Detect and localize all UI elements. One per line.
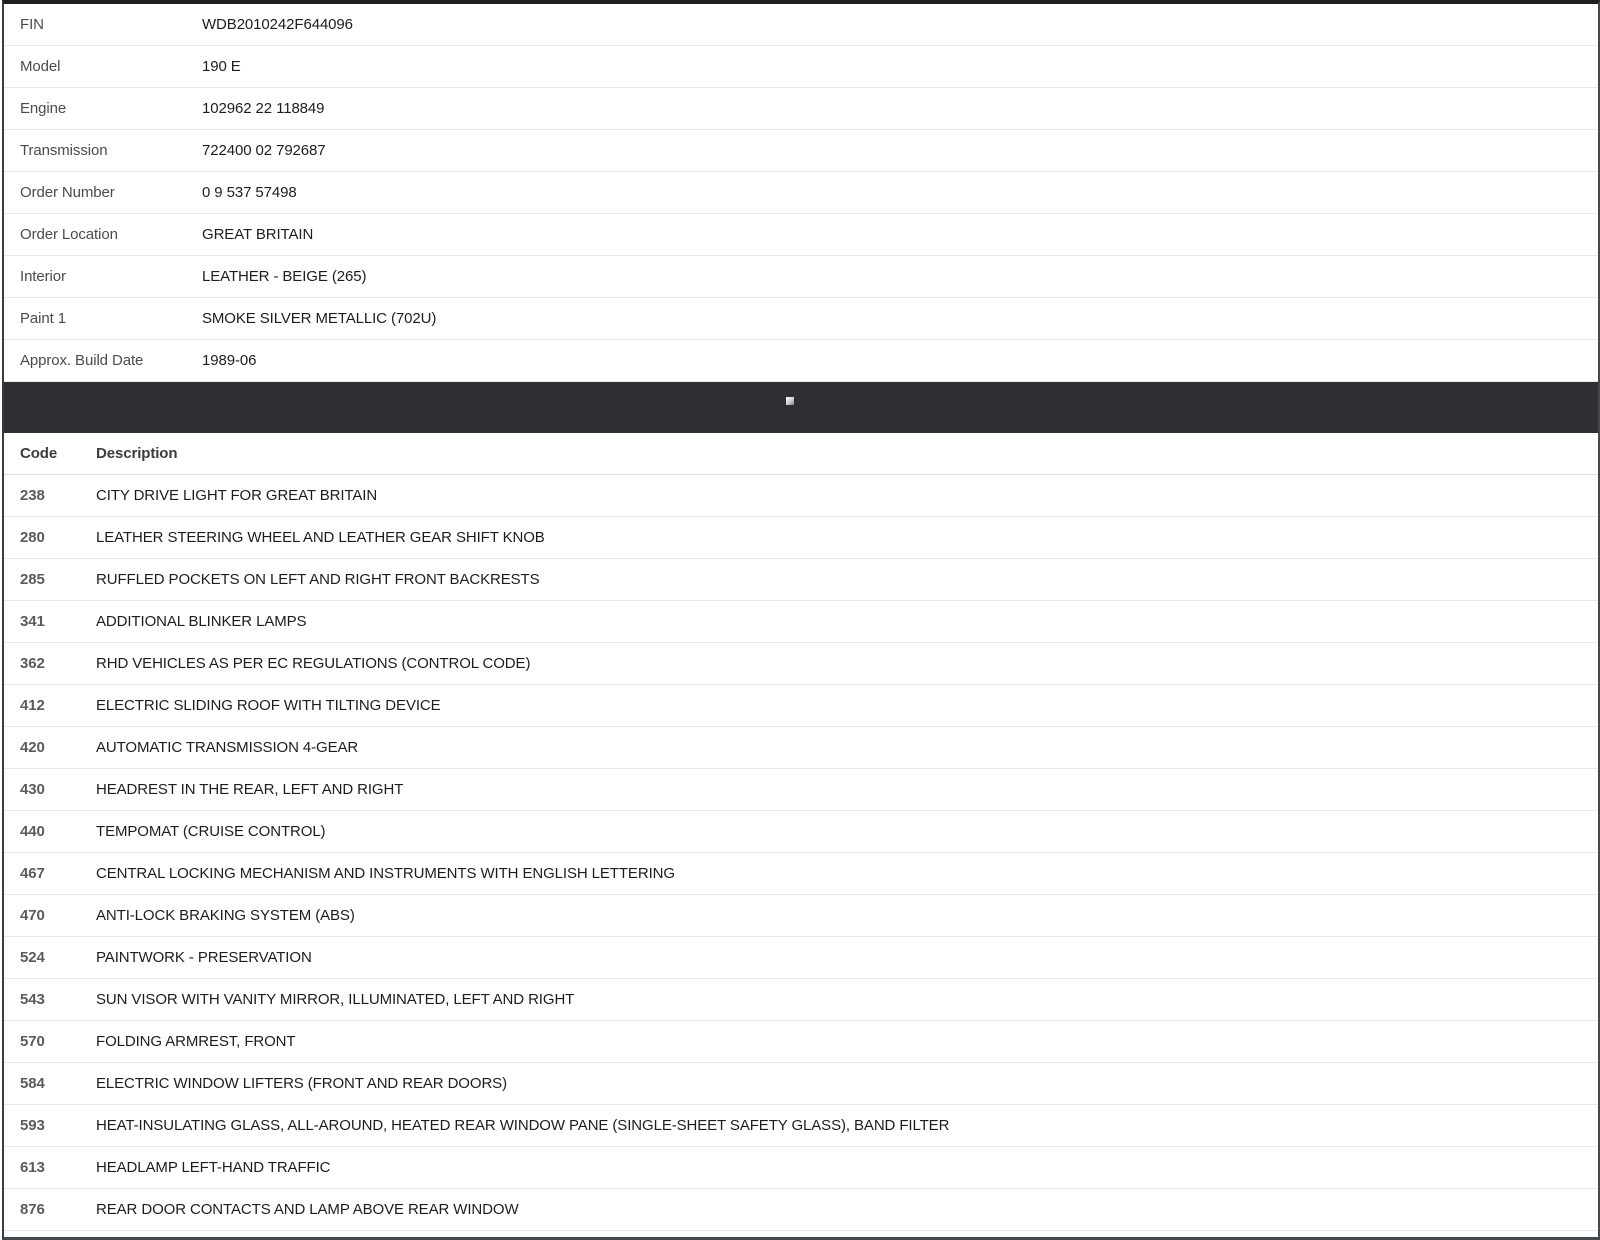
option-code: 524: [20, 949, 45, 966]
vehicle-info-label: Model: [20, 58, 61, 75]
option-description: RUFFLED POCKETS ON LEFT AND RIGHT FRONT BACKRESTS: [96, 571, 540, 588]
vehicle-info-label: Paint 1: [20, 310, 66, 327]
table-row: [4, 1189, 1598, 1231]
image-placeholder-icon: [786, 397, 794, 405]
table-row: [4, 643, 1598, 685]
table-row: [4, 1063, 1598, 1105]
table-row: [4, 1105, 1598, 1147]
vehicle-info-label: Transmission: [20, 142, 108, 159]
vehicle-info-table: [4, 4, 1598, 382]
option-description: CITY DRIVE LIGHT FOR GREAT BRITAIN: [96, 487, 378, 504]
option-description: HEAT-INSULATING GLASS, ALL-AROUND, HEATED REAR WINDOW PANE (SINGLE-SHEET SAFETY GLASS), BAND FILTER: [96, 1117, 950, 1134]
vehicle-info-value: LEATHER - BEIGE (265): [202, 268, 367, 285]
option-description: AUTOMATIC TRANSMISSION 4-GEAR: [96, 739, 359, 756]
option-description: REAR DOOR CONTACTS AND LAMP ABOVE REAR WINDOW: [96, 1201, 519, 1218]
option-description: LEATHER STEERING WHEEL AND LEATHER GEAR SHIFT KNOB: [96, 529, 545, 546]
vehicle-info-value: 190 E: [202, 58, 241, 75]
option-codes-table: [4, 433, 1598, 1231]
table-row: [4, 937, 1598, 979]
vehicle-info-value: WDB2010242F644096: [202, 16, 353, 33]
vehicle-info-value: 722400 02 792687: [202, 142, 326, 159]
option-code: 613: [20, 1159, 45, 1176]
vehicle-info-value: 102962 22 118849: [202, 100, 325, 117]
option-code: 470: [20, 907, 45, 924]
vehicle-info-row: [4, 88, 1598, 130]
option-description: RHD VEHICLES AS PER EC REGULATIONS (CONTROL CODE): [96, 655, 531, 672]
option-description: FOLDING ARMREST, FRONT: [96, 1033, 296, 1050]
option-description: ELECTRIC SLIDING ROOF WITH TILTING DEVICE: [96, 697, 441, 714]
table-row: [4, 601, 1598, 643]
option-code: 593: [20, 1117, 45, 1134]
option-description: HEADREST IN THE REAR, LEFT AND RIGHT: [96, 781, 404, 798]
vehicle-info-row: [4, 46, 1598, 88]
vehicle-datacard-page: [2, 0, 1600, 1240]
option-code: 420: [20, 739, 45, 756]
table-row: [4, 1147, 1598, 1189]
codes-header-row: [4, 433, 1598, 475]
option-code: 280: [20, 529, 45, 546]
option-code: 362: [20, 655, 45, 672]
vehicle-info-value: SMOKE SILVER METALLIC (702U): [202, 310, 437, 327]
option-code: 584: [20, 1075, 45, 1092]
option-description: HEADLAMP LEFT-HAND TRAFFIC: [96, 1159, 331, 1176]
vehicle-info-row: [4, 340, 1598, 382]
table-row: [4, 727, 1598, 769]
option-code: 467: [20, 865, 45, 882]
option-description: ADDITIONAL BLINKER LAMPS: [96, 613, 307, 630]
vehicle-info-row: [4, 298, 1598, 340]
description-column-header: Description: [96, 445, 178, 462]
table-row: [4, 559, 1598, 601]
table-row: [4, 853, 1598, 895]
section-divider-bar: [4, 382, 1598, 433]
codes-rows: [4, 475, 1598, 1231]
option-code: 238: [20, 487, 45, 504]
vehicle-info-label: Order Location: [20, 226, 118, 243]
table-row: [4, 475, 1598, 517]
option-description: SUN VISOR WITH VANITY MIRROR, ILLUMINATED, LEFT AND RIGHT: [96, 991, 575, 1008]
vehicle-info-label: FIN: [20, 16, 44, 33]
table-row: [4, 895, 1598, 937]
option-code: 570: [20, 1033, 45, 1050]
table-row: [4, 1021, 1598, 1063]
table-row: [4, 979, 1598, 1021]
option-description: PAINTWORK - PRESERVATION: [96, 949, 312, 966]
option-code: 285: [20, 571, 45, 588]
table-row: [4, 811, 1598, 853]
vehicle-info-value: 1989-06: [202, 352, 257, 369]
vehicle-info-row: [4, 130, 1598, 172]
option-description: TEMPOMAT (CRUISE CONTROL): [96, 823, 326, 840]
table-row: [4, 517, 1598, 559]
option-description: CENTRAL LOCKING MECHANISM AND INSTRUMENTS WITH ENGLISH LETTERING: [96, 865, 675, 882]
code-column-header: Code: [20, 445, 58, 462]
table-row: [4, 769, 1598, 811]
vehicle-info-value: GREAT BRITAIN: [202, 226, 314, 243]
option-code: 412: [20, 697, 45, 714]
vehicle-info-value: 0 9 537 57498: [202, 184, 297, 201]
option-description: ELECTRIC WINDOW LIFTERS (FRONT AND REAR DOORS): [96, 1075, 507, 1092]
vehicle-info-row: [4, 172, 1598, 214]
option-code: 543: [20, 991, 45, 1008]
vehicle-info-label: Approx. Build Date: [20, 352, 144, 369]
vehicle-info-row: [4, 214, 1598, 256]
vehicle-info-label: Order Number: [20, 184, 115, 201]
vehicle-info-row: [4, 4, 1598, 46]
option-code: 440: [20, 823, 45, 840]
option-code: 341: [20, 613, 45, 630]
vehicle-info-row: [4, 256, 1598, 298]
option-code: 430: [20, 781, 45, 798]
table-row: [4, 685, 1598, 727]
option-code: 876: [20, 1201, 45, 1218]
vehicle-info-label: Engine: [20, 100, 67, 117]
option-description: ANTI-LOCK BRAKING SYSTEM (ABS): [96, 907, 355, 924]
vehicle-info-label: Interior: [20, 268, 66, 285]
